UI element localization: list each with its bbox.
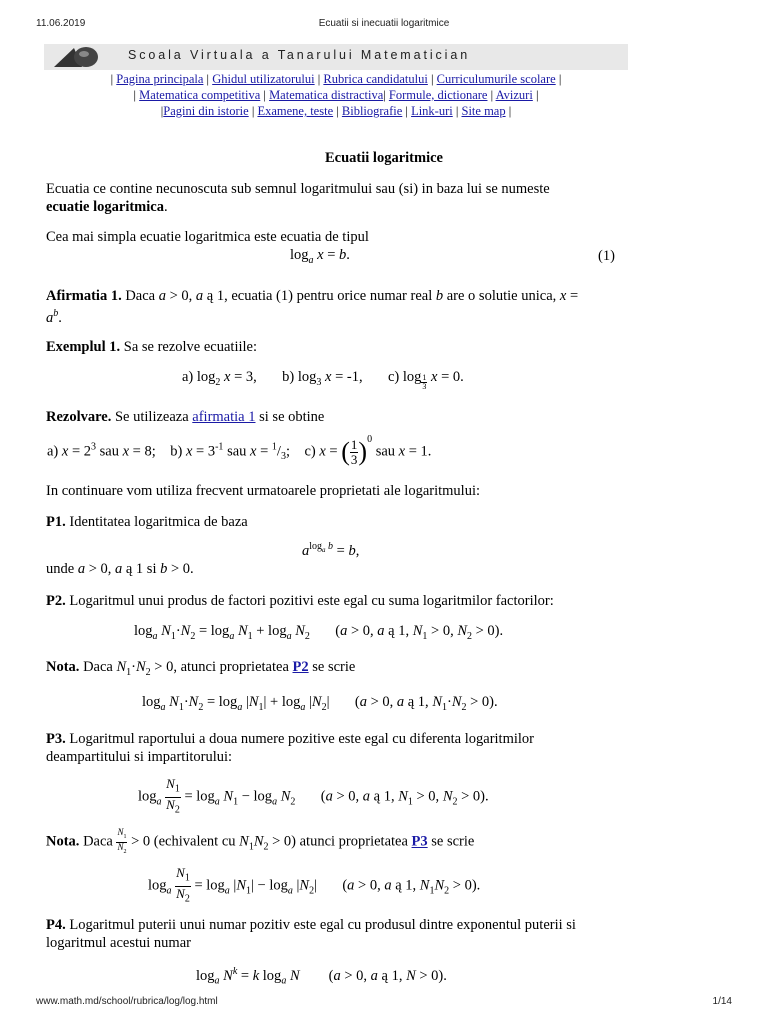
nav-link-examene-teste[interactable]: Examene, teste bbox=[257, 104, 334, 118]
print-date: 11.06.2019 bbox=[36, 18, 86, 29]
example-1-text: Exemplul 1. Sa se rezolve ecuatiile: bbox=[46, 339, 258, 355]
property-p2-formula: $\log_a N_1\cdot N_2 = \log_a N_1 + \log_a N_2$ (a > 0, a ą 1, $N_1 > 0$, $N_2 > 0$). bbox=[134, 623, 504, 642]
simplest-equation-text: Cea mai simpla ecuatie logaritmica este ecuatia de tipul bbox=[46, 229, 369, 245]
site-logo-icon bbox=[52, 45, 110, 69]
example-1-equations: a) $\log_2 x = 3$, b) $\log_3 x = -1$, c) log $_{\frac{1}{3}}$ x = 0. bbox=[182, 369, 464, 392]
property-p1-conditions: unde a > 0, a ą 1 si b > 0. bbox=[46, 561, 194, 577]
nav-row-2: | Matematica competitiva | Matematica distractiva| Formule, dictionare | Avizuri | bbox=[133, 88, 539, 102]
intro-text: Ecuatia ce contine necunoscuta sub semnul logaritmului sau (si) in baza lui se numeste bbox=[46, 181, 550, 197]
nav-link-pagini-din-istorie[interactable]: Pagini din istorie bbox=[163, 104, 249, 118]
solution-equations: a) $x = 2^3$ sau x = 8; b) $x = 3^{-1}$ sau $x = ^1/_3$; c) x = ( $\frac{1}{3}$ )$^0$ sau x = 1. bbox=[47, 433, 432, 467]
property-p3-line-2: deampartitului si impartitorului: bbox=[46, 749, 233, 765]
page-title: Ecuatii logaritmice bbox=[325, 150, 443, 166]
affirmation-1-end: $a^b$. bbox=[46, 308, 62, 326]
link-p3[interactable]: P3 bbox=[411, 833, 428, 850]
print-doc-title: Ecuatii si inecuatii logaritmice bbox=[318, 18, 450, 29]
note-p3-formula: $\log_a$ $\frac{N_1}{N_2}$ = $\log_a |N_1| - \log_a |N_2|$ (a > 0, a ą 1, $N_1N_2 > 0$). bbox=[148, 865, 481, 905]
property-p3: P3. Logaritmul raportului a doua numere pozitive este egal cu diferenta logaritmilor bbox=[46, 731, 534, 747]
intro-term-line: ecuatie logaritmica. bbox=[46, 199, 168, 215]
nav-link-rubrica-candidatului[interactable]: Rubrica candidatului bbox=[323, 72, 428, 86]
equation-1-label: (1) bbox=[598, 248, 615, 264]
link-afirmatia-1[interactable]: afirmatia 1 bbox=[192, 409, 256, 425]
note-p3: Nota. Daca $\frac{N_1}{N_2}$ > 0 (echivalent cu $N_1N_2 > 0$) atunci proprietatea P3 se scrie bbox=[46, 827, 475, 855]
property-p4: P4. Logaritmul puterii unui numar pozitiv este egal cu produsul dintre exponentul puterii si bbox=[46, 917, 576, 933]
solution-text: Rezolvare. Se utilizeaza afirmatia 1 si se obtine bbox=[46, 409, 325, 425]
nav-link-site-map[interactable]: Site map bbox=[461, 104, 506, 118]
property-p3-formula: $\log_a$ $\frac{N_1}{N_2}$ = $\log_a N_1 - \log_a N_2$ (a > 0, a ą 1, $N_1 > 0$, $N_2 > 0$). bbox=[138, 776, 489, 816]
properties-intro: In continuare vom utiliza frecvent urmatoarele proprietati ale logaritmului: bbox=[46, 483, 481, 499]
print-page-number: 1/14 bbox=[712, 996, 732, 1007]
nav-link-bibliografie[interactable]: Bibliografie bbox=[341, 104, 403, 118]
equation-1: $\log_a x = b$. bbox=[290, 247, 350, 266]
site-banner-title: Scoala Virtuala a Tanarului Matematician bbox=[128, 48, 471, 62]
nav-row-1: | Pagina principala | Ghidul utilizatorului | Rubrica candidatului | Curriculumurile scolare | bbox=[110, 72, 562, 86]
nav-link-formule-dictionare[interactable]: Formule, dictionare bbox=[388, 88, 488, 102]
nav-link-ghidul-utilizatorului[interactable]: Ghidul utilizatorului bbox=[212, 72, 315, 86]
nav-link-matematica-competitiva[interactable]: Matematica competitiva bbox=[139, 88, 261, 102]
link-p2[interactable]: P2 bbox=[292, 659, 309, 675]
intro-term: ecuatie logaritmica bbox=[46, 199, 164, 215]
nav-link-avizuri[interactable]: Avizuri bbox=[495, 88, 533, 102]
nav-link-link-uri[interactable]: Link-uri bbox=[411, 104, 453, 118]
nav-link-matematica-distractiva[interactable]: Matematica distractiva bbox=[269, 88, 384, 102]
property-p2: P2. Logaritmul unui produs de factori pozitivi este egal cu suma logaritmilor factorilor: bbox=[46, 593, 554, 609]
note-p2-formula: $\log_a N_1\cdot N_2 = \log_a |N_1| + \log_a |N_2|$ (a > 0, a ą 1, $N_1\cdot N_2 > 0$). bbox=[142, 694, 498, 713]
print-url: www.math.md/school/rubrica/log/log.html bbox=[36, 996, 218, 1007]
affirmation-1: Afirmatia 1. Daca a > 0, a ą 1, ecuatia (1) pentru orice numar real b are o solutie unica, x = bbox=[46, 288, 579, 304]
nav-link-curriculumurile-scolare[interactable]: Curriculumurile scolare bbox=[436, 72, 556, 86]
property-p4-formula: $\log_a N^k = k$ $\log_a N$ (a > 0, a ą 1, N > 0). bbox=[196, 966, 447, 987]
property-p4-line-2: logaritmul acestui numar bbox=[46, 935, 191, 951]
nav-row-3: |Pagini din istorie | Examene, teste | Bibliografie | Link-uri | Site map | bbox=[160, 104, 512, 118]
note-p2: Nota. Daca $N_1\cdot N_2 > 0$, atunci proprietatea P2 se scrie bbox=[46, 659, 356, 678]
nav-link-pagina-principala[interactable]: Pagina principala bbox=[116, 72, 204, 86]
property-p1-formula: $a^{log_a b} = b$, bbox=[302, 541, 360, 559]
property-p1: P1. Identitatea logaritmica de baza bbox=[46, 514, 248, 530]
